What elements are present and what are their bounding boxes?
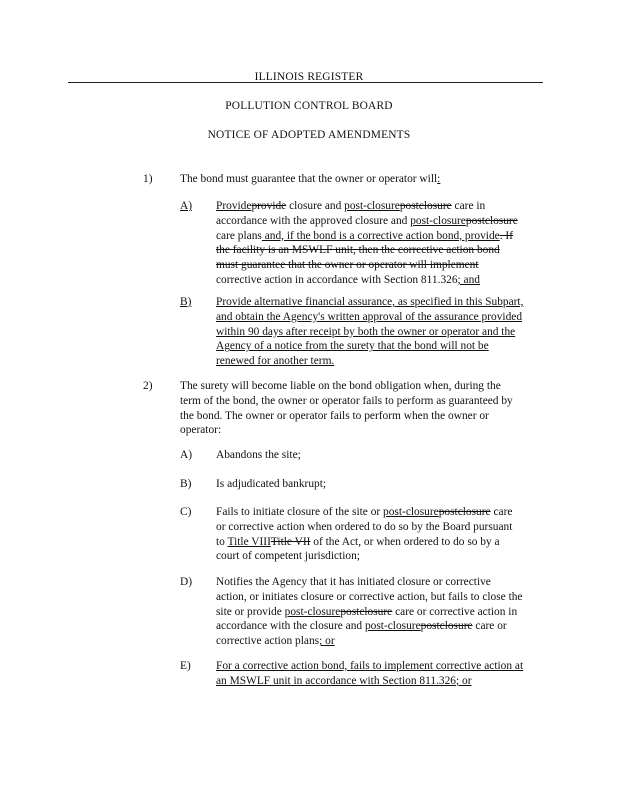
item-2B-label: B) [180,478,192,490]
item-1-intro: The bond must guarantee that the owner or operator will: [180,173,441,185]
board-title: POLLUTION CONTROL BOARD [225,100,393,112]
inserted-text: : [437,173,441,185]
item-2E-text: For a corrective action bond, fails to implement corrective action at an MSWLF unit in accordance with Section 811.326; or [216,660,524,687]
register-title: ILLINOIS REGISTER [254,71,364,83]
item-2C-label: C) [180,506,192,518]
item-2-intro: The surety will become liable on the bond obligation when, during the term of the bond, the owner or operator fails to perform as guaranteed by the bond. The owner or operator fails to perform when the owner or operator: [180,380,513,437]
item-2D-text: Notifies the Agency that it has initiated closure or corrective action, or initiates closure or corrective action, but fails to close the site or provide post-closurepostclosure care or corrective action in accordance with the closure and post-closurepostclosure care or corrective action plans; or [216,576,523,648]
item-2E-label: E) [180,660,191,672]
item-1-number: 1) [143,173,153,185]
item-2C-text: Fails to initiate closure of the site or post-closurepostclosure care or corrective action when ordered to do so by the Board pursuant to Title VIIITitle VII of the Act, or when ordered to do so by a court of competent jurisdiction; [216,506,513,563]
item-1B-text: Provide alternative financial assurance, as specified in this Subpart, and obtain the Agency's written approval of the assurance provided within 90 days after receipt by both the owner or operator and the Agency of a notice from the surety that the bond will not be renewed for another term. [216,296,524,368]
item-2D-label: D) [180,576,193,588]
item-2B-text: Is adjudicated bankrupt; [216,478,327,490]
item-2A-text: Abandons the site; [216,449,301,461]
item-1A-label: A) [180,200,193,212]
item-1B-label: B) [180,296,192,308]
item-1A-text: Provideprovide closure and post-closurepostclosure care in accordance with the approved closure and post-closurepostclosure care plans and, if the bond is a corrective action bond, provide. If the facility is an MSWLF unit, then the corrective action bond must guarantee that the owner or operator will implement corrective action in accordance with Section 811.326; and [216,200,518,286]
item-2-number: 2) [143,380,153,392]
notice-title: NOTICE OF ADOPTED AMENDMENTS [207,129,411,141]
item-2A-label: A) [180,449,193,461]
